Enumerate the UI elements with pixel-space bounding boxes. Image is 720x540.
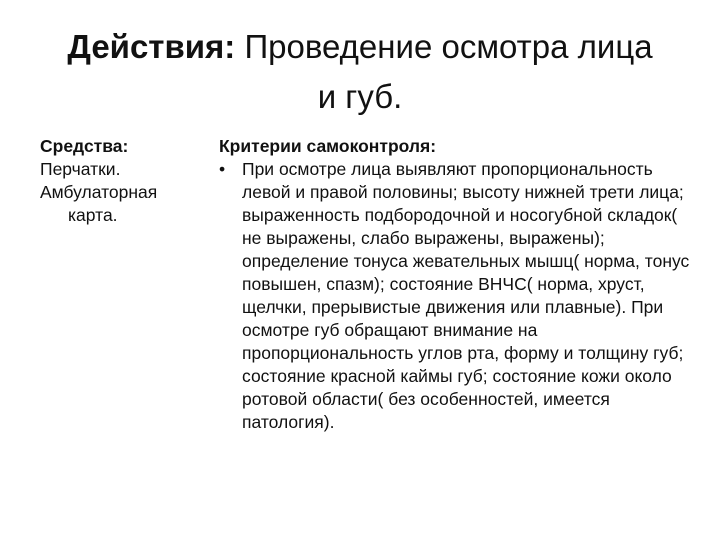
slide-title — [60, 22, 660, 122]
means-heading: Средства: — [40, 136, 129, 156]
self-control-text: При осмотре лица выявляют пропорциональность левой и правой половины; высоту нижней трети лица; выраженность подбородочной и носогубной складок( не выражены, слабо выражены, выражены); определение тонуса жевательных мышц( норма, тонус повышен, спазм); состояние ВНЧС( норма, хруст, щелчки, прерывистые движения или плавные). При осмотре губ обращают внимание на пропорциональность углов рта, форму и толщину губ; состояние красной каймы губ; состояние кожи около ротовой области( без особенностей, имеется патология). — [242, 159, 690, 432]
means-item-outpatient-card: Амбулаторная карта. — [40, 182, 158, 225]
title-bold-part: Действия: — [67, 28, 236, 65]
means-item-gloves: Перчатки. — [40, 159, 121, 179]
bullet-icon: • — [219, 159, 226, 179]
title-regular-part: Проведение осмотра лица и губ. — [235, 28, 653, 115]
self-control-heading: Критерии самоконтроля: — [219, 136, 437, 156]
self-control-bullet — [219, 158, 694, 434]
self-control-column — [219, 135, 694, 434]
means-column — [40, 135, 205, 227]
